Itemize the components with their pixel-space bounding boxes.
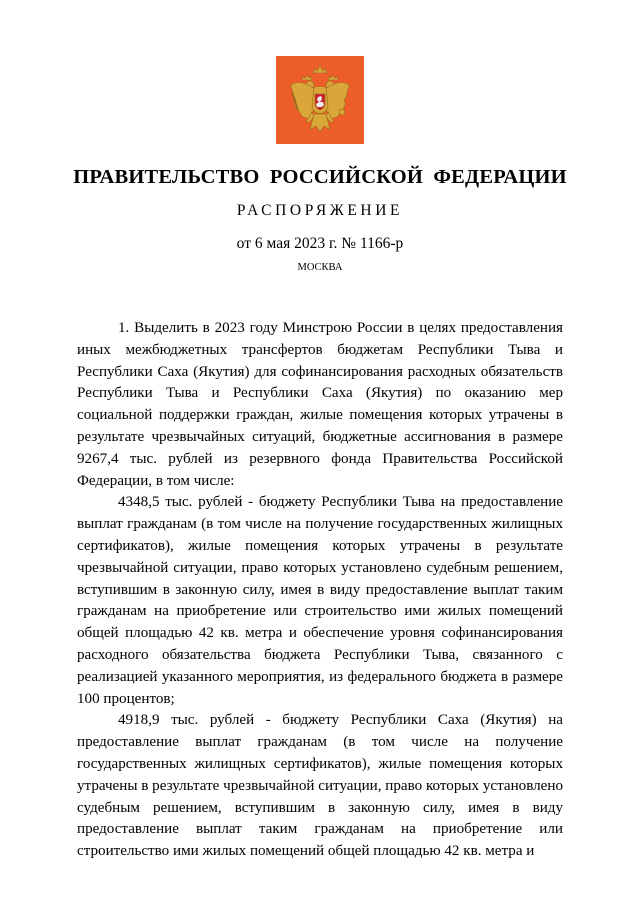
body-paragraph: 4918,9 тыс. рублей - бюджету Республики Саха (Якутия) на предоставление выплат гражданам (в том числе на получение государственных жилищных сертификатов), жилые помещения которых утрачены в результате чрезвычайной ситуации, право которых установлено судебным решением, вступившим в законную силу, имея в виду предоставление выплат таким гражданам на приобретение или строительство ими жилых помещений общей площадью 42 кв. метра и (77, 712, 563, 860)
russian-coat-of-arms-icon (276, 56, 364, 144)
body-paragraph: 1. Выделить в 2023 году Минстрою России в целях предоставления иных межбюджетных трансфертов бюджетам Республики Тыва и Республики Саха (Якутия) для софинансирования расходных обязательств Республики Тыва и Республики Саха (Якутия) по оказанию мер социальной поддержки граждан, жилые помещения которых утрачены в результате чрезвычайных ситуаций, бюджетные ассигнования в размере 9267,4 тыс. рублей из резервного фонда Правительства Российской Федерации, в том числе: (77, 320, 563, 489)
document-body (77, 318, 563, 863)
document-issuer-title: ПРАВИТЕЛЬСТВО РОССИЙСКОЙ ФЕДЕРАЦИИ (73, 166, 567, 188)
document-city: МОСКВА (297, 262, 343, 273)
body-paragraph: 4348,5 тыс. рублей - бюджету Республики Тыва на предоставление выплат гражданам (в том числе на получение государственных жилищных сертификатов), жилые помещения которых утрачены в результате чрезвычайной ситуации, право которых установлено судебным решением, вступившим в законную силу, имея в виду предоставление выплат таким гражданам на приобретение или строительство ими жилых помещений общей площадью 42 кв. метра и обеспечение уровня софинансирования расходного обязательства бюджета Республики Тыва, связанного с реализацией указанного мероприятия, из федерального бюджета в размере 100 процентов; (77, 494, 563, 707)
document-date-number: от 6 мая 2023 г. № 1166-р (236, 235, 404, 252)
document-type: РАСПОРЯЖЕНИЕ (236, 202, 404, 219)
